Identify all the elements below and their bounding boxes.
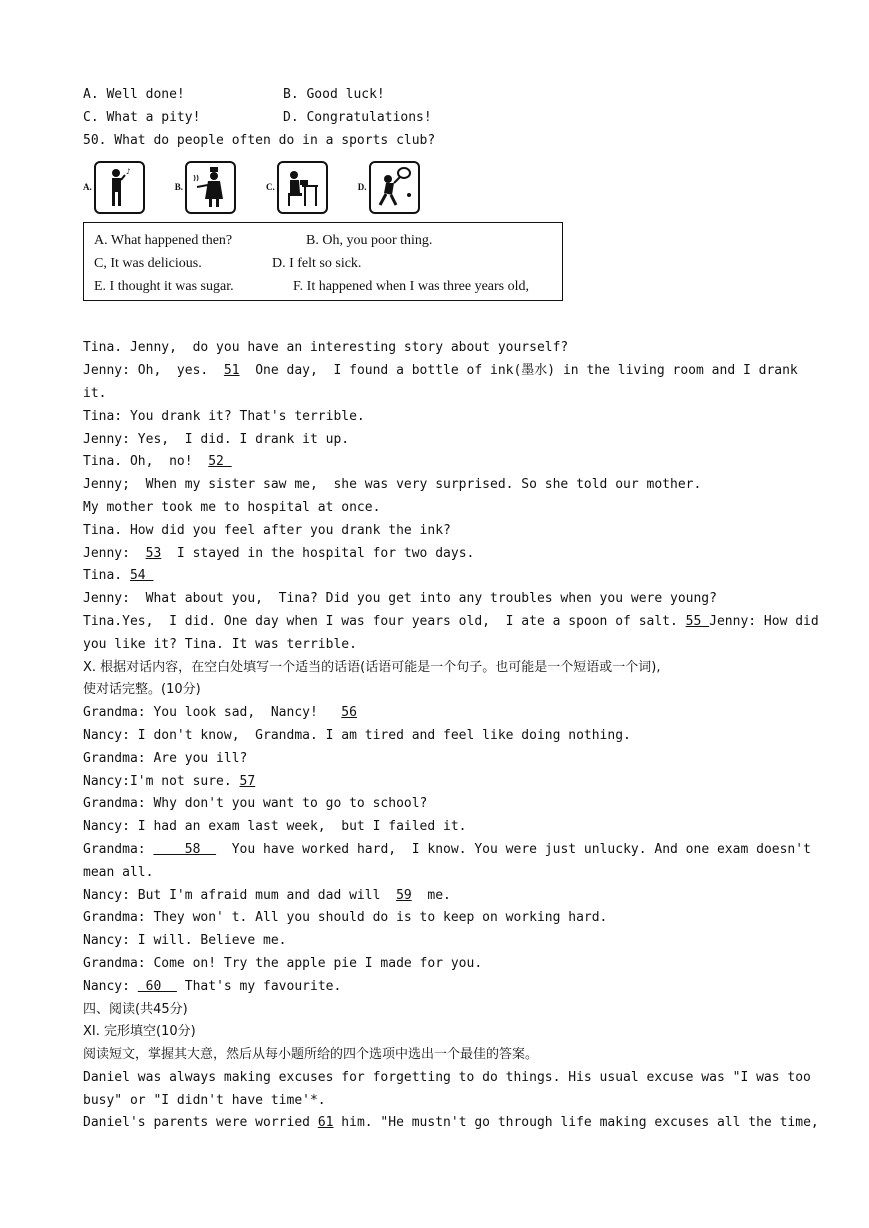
answer-blank: 57 — [239, 773, 256, 789]
answer-blank: 60 — [137, 978, 177, 994]
dialogue-line — [83, 885, 793, 908]
answer-blank: 55 — [685, 613, 710, 629]
text-segment: Tina. Oh, no! — [83, 454, 209, 470]
exam-page — [83, 84, 819, 1135]
dialogue-line: Jenny; When my sister saw me, she was very surprised. So she told our mother. — [83, 477, 702, 493]
text-segment: Nancy: But I'm afraid mum and dad will — [83, 887, 397, 903]
text-segment: me. — [411, 887, 451, 903]
passage-line: busy" or "I didn't have time'*. — [83, 1092, 326, 1108]
box-row — [94, 252, 562, 275]
picture-label: C. — [266, 182, 275, 193]
cooking-person-icon — [185, 161, 236, 214]
dialogue-line — [83, 451, 793, 474]
box-option-e: E. I thought it was sugar. — [94, 279, 234, 295]
dialogue-line: My mother took me to hospital at once. — [83, 499, 381, 515]
picture-label: A. — [83, 182, 92, 193]
box-option-b: B. Oh, you poor thing. — [306, 233, 433, 249]
section-x-title: X. 根据对话内容，在空白处填写一个适当的话语(话语可能是一个句子。也可能是一个短语或一个词), — [83, 659, 661, 675]
text-segment: Nancy: — [83, 978, 138, 994]
q50-question: 50. What do people often do in a sports club? — [83, 132, 436, 148]
dialogue-line: it. — [83, 385, 107, 401]
dialogue-line — [83, 611, 819, 634]
dialogue-line: Grandma: Why don't you want to go to school? — [83, 796, 428, 812]
picture-label: D. — [357, 182, 367, 193]
dialogue-line: Nancy: I don't know, Grandma. I am tired and feel like doing nothing. — [83, 727, 631, 743]
answer-blank: 58 — [153, 841, 217, 857]
dialogue-line — [83, 543, 793, 566]
answer-blank: 59 — [396, 887, 412, 903]
answer-blank: 52 — [208, 454, 232, 470]
text-segment: Jenny: Oh, yes. — [83, 363, 224, 379]
q49-options-row2 — [83, 107, 793, 130]
option-c: C. What a pity! — [83, 109, 201, 125]
dialogue-line: Grandma: They won' t. All you should do is to keep on working hard. — [83, 910, 608, 926]
text-segment: Jenny: How did — [709, 613, 819, 629]
answer-blank: 56 — [341, 705, 357, 721]
picture-option-b — [175, 161, 236, 214]
tennis-player-icon — [369, 161, 420, 214]
answer-blank: 61 — [317, 1115, 334, 1131]
text-segment: You have worked hard, I know. You were just unlucky. And one exam doesn't — [216, 841, 811, 857]
text-segment: Grandma: You look sad, Nancy! — [83, 705, 342, 721]
dialogue-line: Nancy: I had an exam last week, but I failed it. — [83, 819, 467, 835]
dialogue-line — [83, 565, 793, 588]
dialogue-line: Jenny: What about you, Tina? Did you get into any troubles when you were young? — [83, 591, 717, 607]
dialogue-line: Tina: You drank it? That's terrible. — [83, 408, 365, 424]
option-b: B. Good luck! — [283, 87, 385, 102]
answer-blank: 51 — [223, 363, 240, 379]
option-a: A. Well done! — [83, 87, 185, 102]
dialogue-line: Grandma: Are you ill? — [83, 750, 248, 766]
dialogue-line: Jenny: Yes, I did. I drank it up. — [83, 431, 350, 447]
text-segment: Daniel's parents were worried — [83, 1115, 318, 1131]
passage-line: Daniel was always making excuses for forgetting to do things. His usual excuse was "I was too — [83, 1069, 811, 1085]
singing-person-icon — [94, 161, 145, 214]
text-segment: Jenny: — [83, 545, 146, 561]
picture-option-c — [266, 161, 328, 214]
q49-options-row1 — [83, 84, 793, 107]
section-x-title-cont: 使对话完整。(10分) — [83, 682, 201, 698]
text-segment: Grandma: — [83, 841, 154, 857]
dialogue-line — [83, 360, 798, 383]
section-four-title: 四、阅读(共45分) — [83, 1001, 188, 1017]
section-instructions: 阅读短文，掌握其大意，然后从每小题所给的四个选项中选出一个最佳的答案。 — [83, 1047, 539, 1063]
dialogue-line: Grandma: Come on! Try the apple pie I made for you. — [83, 955, 483, 971]
dialogue-line: Tina. How did you feel after you drank the ink? — [83, 522, 451, 538]
dialogue-line: you like it? Tina. It was terrible. — [83, 636, 357, 652]
text-segment: Tina. — [83, 568, 130, 584]
box-option-a: A. What happened then? — [94, 233, 233, 249]
text-segment: Nancy:I'm not sure. — [83, 773, 240, 789]
dialogue-line: Nancy: I will. Believe me. — [83, 933, 287, 949]
box-row — [94, 275, 562, 298]
q50-picture-options — [83, 156, 793, 218]
answer-blank: 53 — [145, 545, 162, 561]
svg-text:♪: ♪ — [126, 167, 132, 177]
option-d: D. Congratulations! — [283, 109, 432, 125]
passage-line — [83, 1112, 819, 1135]
box-option-d: D. I felt so sick. — [272, 256, 362, 272]
text-segment: I stayed in the hospital for two days. — [161, 545, 475, 561]
box-row — [94, 229, 562, 252]
reading-at-desk-icon — [277, 161, 328, 214]
box-option-f: F. It happened when I was three years old, — [293, 279, 530, 295]
picture-label: B. — [174, 182, 184, 193]
dialogue-line: Tina. Jenny, do you have an interesting story about yourself? — [83, 340, 569, 356]
text-segment: him. "He mustn't go through life making excuses all the time, — [333, 1115, 819, 1131]
answer-blank: 54 — [129, 568, 154, 584]
picture-option-d — [358, 161, 420, 214]
dialogue-line — [83, 702, 793, 725]
text-segment: That's my favourite. — [176, 978, 342, 994]
text-segment: Tina.Yes, I did. One day when I was four years old, I ate a spoon of salt. — [83, 613, 686, 629]
picture-option-a — [83, 161, 145, 214]
box-option-c: C, It was delicious. — [94, 256, 202, 272]
dialogue-line — [83, 976, 793, 999]
section-xi-title: XI. 完形填空(10分) — [83, 1024, 196, 1040]
dialogue-line — [83, 771, 793, 794]
text-segment: One day, I found a bottle of ink(墨水) in the living room and I drank — [239, 363, 798, 379]
dialogue-options-box — [83, 222, 563, 301]
dialogue-line: mean all. — [83, 864, 154, 880]
dialogue-line — [83, 839, 811, 862]
